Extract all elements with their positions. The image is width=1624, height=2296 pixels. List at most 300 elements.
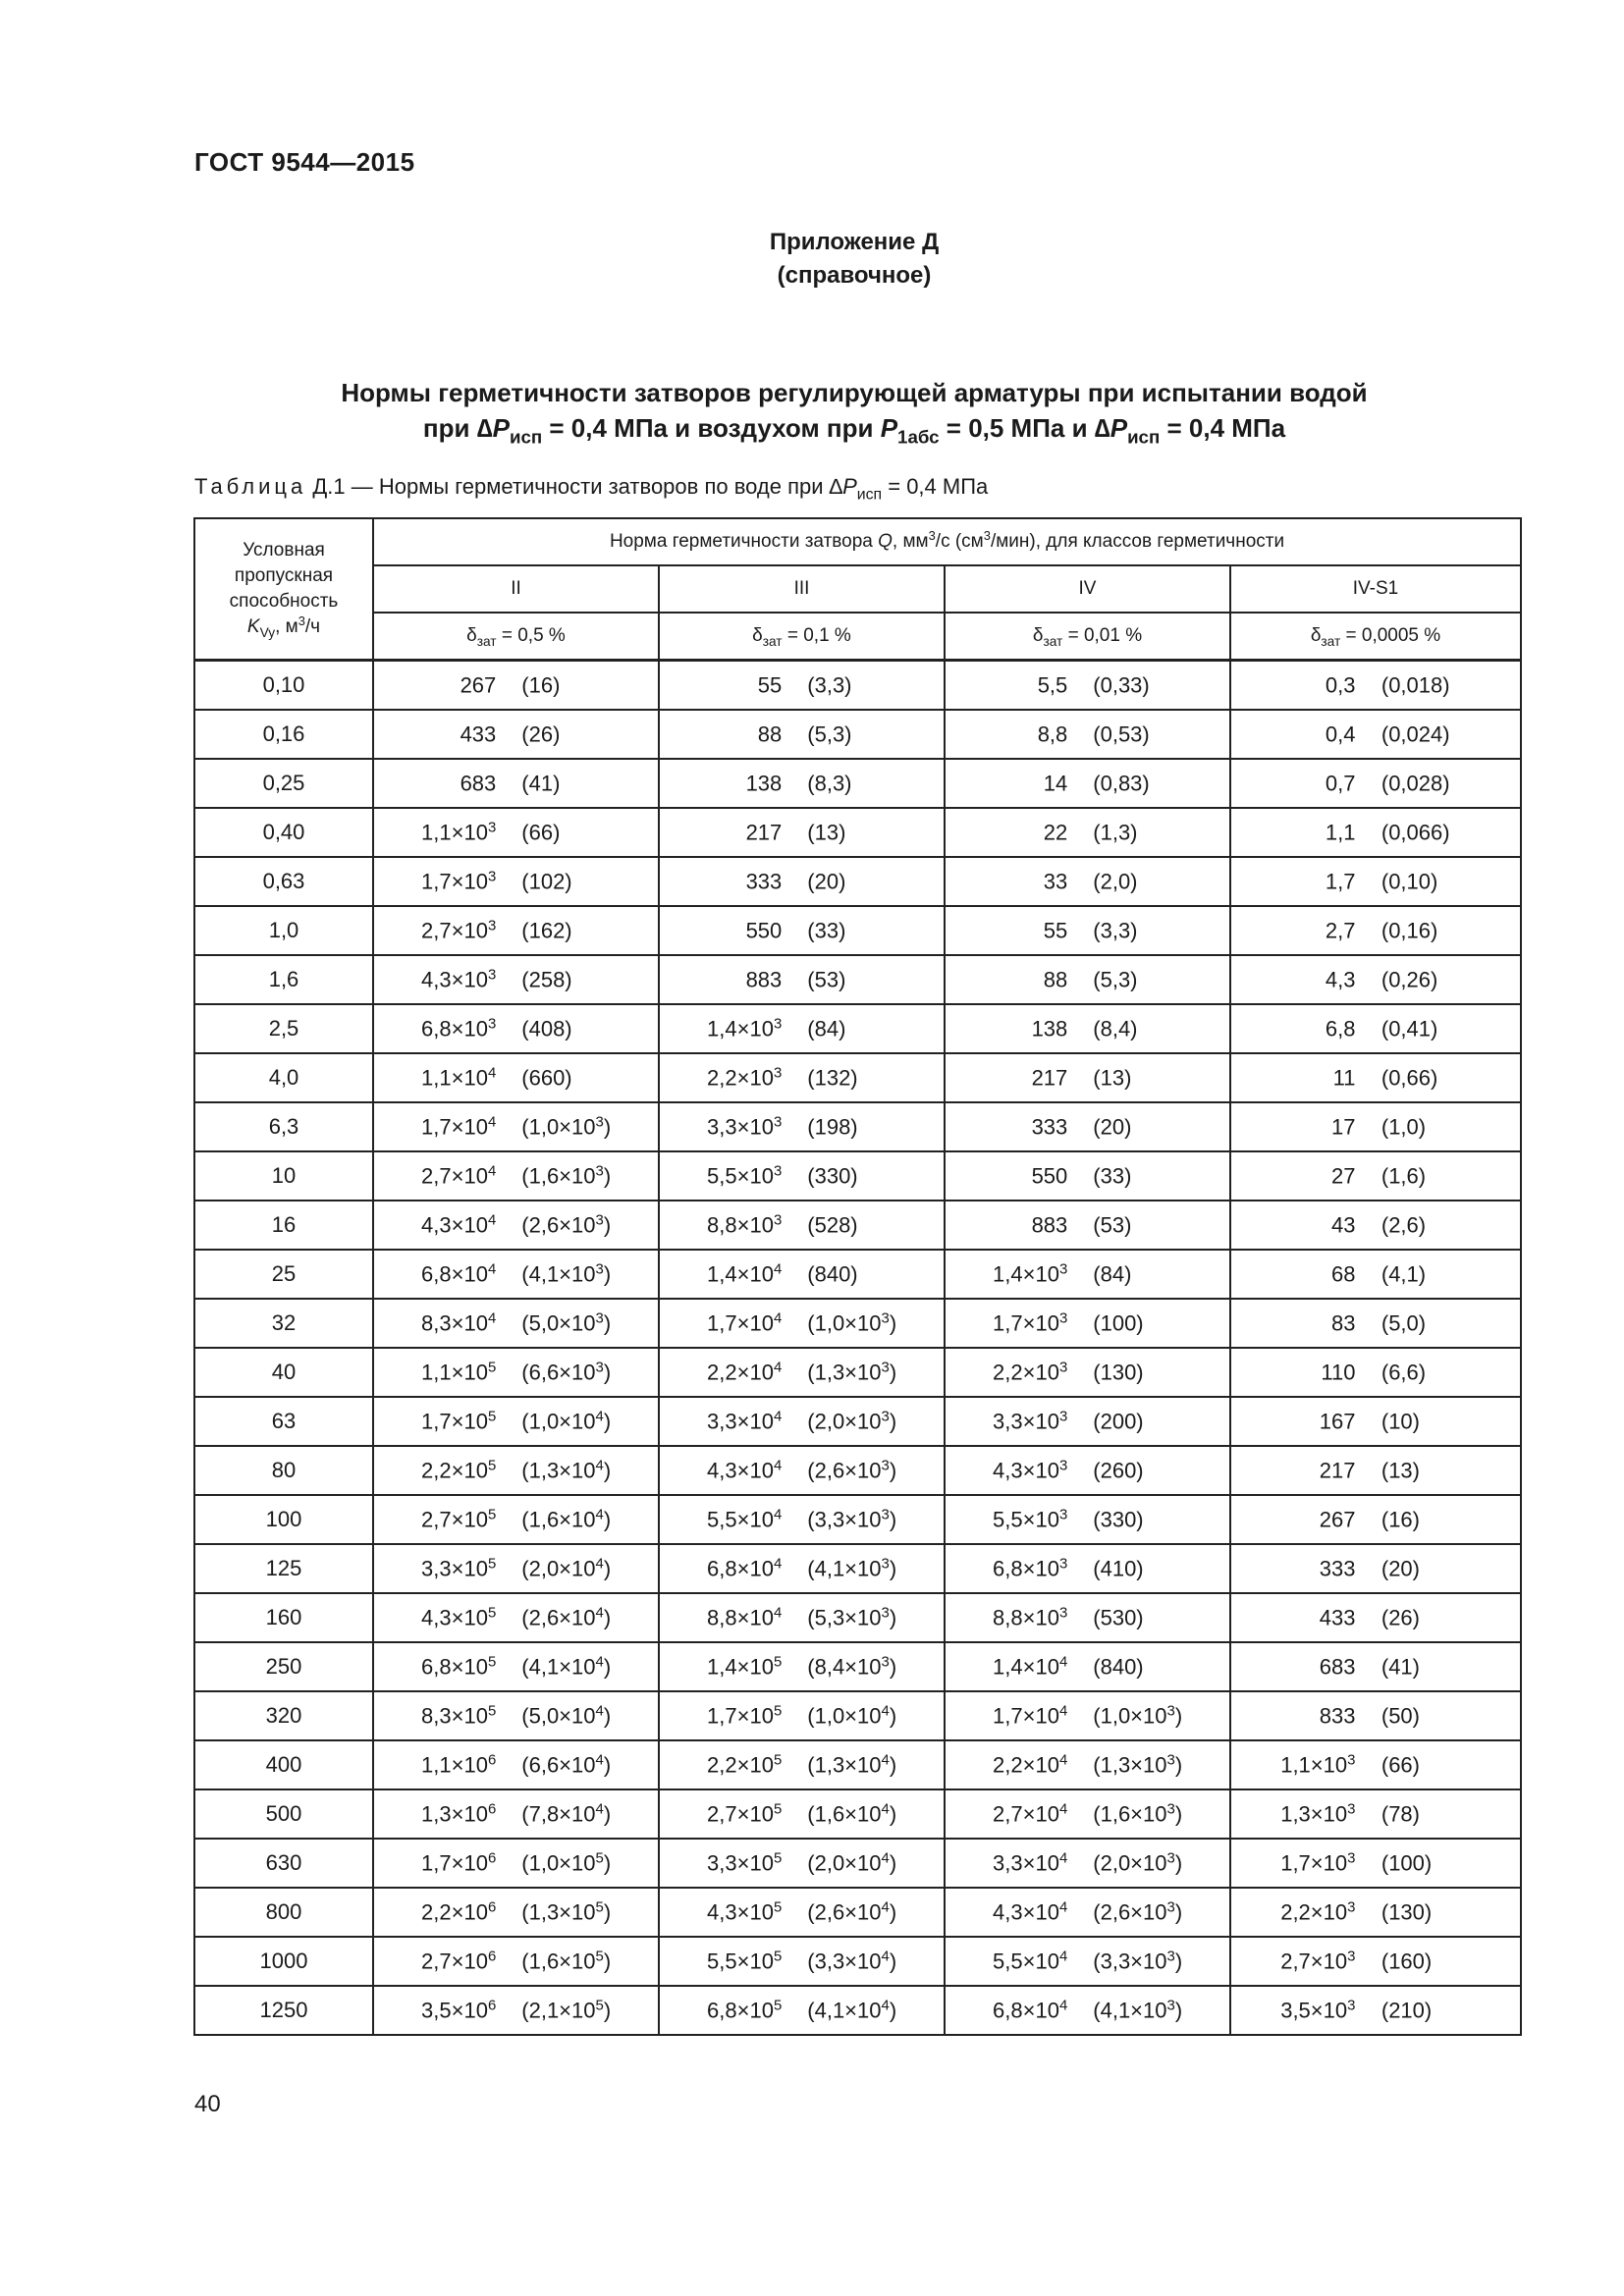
leakage-mm3s: $4,3\times 10^4$: [993, 1898, 1068, 1925]
leakage-mm3s: $3,3\times 10^5$: [707, 1849, 783, 1876]
leakage-mm3s: 0,3: [1325, 672, 1356, 698]
leakage-cell: [1230, 1397, 1521, 1446]
leakage-mm3s: 833: [1319, 1703, 1356, 1729]
leakage-cm3min: (16): [521, 672, 561, 698]
leakage-cm3min: (840): [1093, 1654, 1144, 1680]
leakage-cell: [659, 1151, 945, 1201]
leakage-cell: [945, 1839, 1230, 1888]
leakage-mm3s: $1,1\times 10^4$: [421, 1064, 497, 1091]
flow-capacity-cell: 6,3: [194, 1102, 373, 1151]
flow-capacity-cell: 400: [194, 1740, 373, 1789]
leakage-cm3min: (260): [1093, 1458, 1144, 1483]
leakage-cell: [945, 1151, 1230, 1201]
leakage-mm3s: $1,4\times 10^3$: [993, 1260, 1068, 1287]
leakage-cell: [1230, 1053, 1521, 1102]
leakage-cell: [373, 906, 659, 955]
leakage-cm3min: $(1,3\times 10^3)$: [1093, 1751, 1183, 1778]
leakage-cell: [945, 1299, 1230, 1348]
table-row: [194, 1789, 1521, 1839]
flow-capacity-cell: 0,10: [194, 661, 373, 711]
table-row: [194, 1397, 1521, 1446]
leakage-mm3s: 2,7: [1325, 918, 1356, 943]
leakage-cm3min: (53): [1093, 1212, 1132, 1238]
leakage-cm3min: $(1,0\times 10^3)$: [1093, 1702, 1183, 1729]
leakage-cell: [945, 955, 1230, 1004]
leakage-mm3s: $5,5\times 10^3$: [707, 1162, 783, 1189]
header-class-row: [194, 565, 1521, 613]
leakage-cell: [945, 661, 1230, 711]
leakage-cell: [1230, 710, 1521, 759]
leakage-mm3s: $1,7\times 10^4$: [421, 1113, 497, 1140]
leakage-cm3min: $(1,0\times 10^5)$: [521, 1849, 612, 1876]
leakage-cm3min: (8,3): [807, 771, 852, 796]
leakage-mm3s: 14: [1043, 771, 1068, 796]
flow-capacity-cell: 2,5: [194, 1004, 373, 1053]
leakage-mm3s: 4,3: [1325, 967, 1356, 992]
leakage-cell: [373, 1495, 659, 1544]
leakage-cm3min: $(3,3\times 10^3)$: [1093, 1948, 1183, 1974]
leakage-mm3s: $2,2\times 10^4$: [993, 1751, 1068, 1778]
leakage-norms-table: [193, 517, 1522, 2036]
leakage-cm3min: $(2,6\times 10^3)$: [807, 1457, 897, 1483]
leakage-cell: [373, 661, 659, 711]
leakage-cell: [945, 808, 1230, 857]
leakage-mm3s: $1,1\times 10^5$: [421, 1359, 497, 1385]
leakage-mm3s: 88: [757, 721, 783, 747]
leakage-mm3s: 433: [1319, 1605, 1356, 1630]
flow-capacity-cell: 500: [194, 1789, 373, 1839]
leakage-mm3s: 883: [1031, 1212, 1068, 1238]
leakage-mm3s: 1,1: [1325, 820, 1356, 845]
leakage-mm3s: $1,4\times 10^4$: [993, 1653, 1068, 1680]
leakage-cell: [373, 1789, 659, 1839]
leakage-mm3s: 138: [745, 771, 783, 796]
leakage-cm3min: (66): [521, 820, 561, 845]
leakage-cell: [945, 1986, 1230, 2035]
leakage-cm3min: (198): [807, 1114, 858, 1140]
leakage-cell: [659, 1544, 945, 1593]
leakage-cell: [945, 857, 1230, 906]
leakage-cell: [659, 1986, 945, 2035]
leakage-mm3s: 267: [1319, 1507, 1356, 1532]
header-delta-1: $\delta_{зат} = 0,5$ %: [373, 613, 659, 661]
leakage-mm3s: 22: [1043, 820, 1068, 845]
title-line-2: при $\Delta P_{исп} = 0,4$ МПа и воздухом при $P_{1абс} = 0,5$ МПа и $\Delta P_{исп} = 0,4$ МПа: [422, 413, 1286, 448]
flow-capacity-cell: 16: [194, 1201, 373, 1250]
leakage-mm3s: $1,1\times 10^3$: [421, 819, 497, 845]
leakage-mm3s: $4,3\times 10^3$: [993, 1457, 1068, 1483]
leakage-cm3min: (258): [521, 967, 572, 992]
leakage-mm3s: $8,8\times 10^4$: [707, 1604, 783, 1630]
leakage-cm3min: (330): [807, 1163, 858, 1189]
leakage-mm3s: $6,8\times 10^3$: [993, 1555, 1068, 1581]
leakage-mm3s: 88: [1043, 967, 1068, 992]
leakage-cm3min: (408): [521, 1016, 572, 1041]
appendix-title: [0, 375, 1624, 446]
leakage-cell: [659, 1495, 945, 1544]
leakage-cm3min: (0,024): [1380, 721, 1450, 747]
table-row: [194, 1348, 1521, 1397]
leakage-mm3s: $6,8\times 10^3$: [421, 1015, 497, 1041]
leakage-mm3s: $4,3\times 10^4$: [421, 1211, 497, 1238]
leakage-cell: [373, 1102, 659, 1151]
leakage-cell: [1230, 1937, 1521, 1986]
leakage-cell: [945, 1053, 1230, 1102]
leakage-cm3min: (13): [1380, 1458, 1420, 1483]
leakage-mm3s: $2,2\times 10^5$: [421, 1457, 497, 1483]
leakage-cell: [1230, 1299, 1521, 1348]
leakage-cm3min: $(3,3\times 10^3)$: [807, 1506, 897, 1532]
leakage-mm3s: 27: [1330, 1163, 1356, 1189]
leakage-cell: [659, 1201, 945, 1250]
leakage-cell: [659, 1397, 945, 1446]
table-row: [194, 1888, 1521, 1937]
leakage-mm3s: $2,7\times 10^5$: [707, 1800, 783, 1827]
leakage-mm3s: $2,2\times 10^3$: [993, 1359, 1068, 1385]
table-row: [194, 1986, 1521, 2035]
leakage-mm3s: $4,3\times 10^4$: [707, 1457, 783, 1483]
leakage-mm3s: 5,5: [1037, 672, 1068, 698]
leakage-cell: [659, 906, 945, 955]
flow-capacity-cell: 40: [194, 1348, 373, 1397]
leakage-mm3s: $6,8\times 10^5$: [421, 1653, 497, 1680]
leakage-cell: [1230, 1102, 1521, 1151]
leakage-cell: [945, 1102, 1230, 1151]
leakage-cm3min: (0,33): [1093, 672, 1150, 698]
leakage-cell: [945, 1937, 1230, 1986]
leakage-mm3s: $1,4\times 10^3$: [707, 1015, 783, 1041]
leakage-cell: [659, 1446, 945, 1495]
leakage-cell: [1230, 955, 1521, 1004]
leakage-mm3s: 550: [1031, 1163, 1068, 1189]
appendix-type: (справочное): [777, 262, 932, 289]
leakage-cm3min: (0,10): [1380, 869, 1438, 894]
leakage-cell: [945, 1740, 1230, 1789]
leakage-mm3s: 33: [1043, 869, 1068, 894]
table-caption: Таблица Д.1 — Нормы герметичности затворов по воде при $\Delta P_{исп} = 0,4$ МПа: [194, 474, 989, 504]
flow-capacity-cell: 125: [194, 1544, 373, 1593]
flow-capacity-cell: 0,16: [194, 710, 373, 759]
leakage-cell: [373, 955, 659, 1004]
flow-capacity-cell: 0,25: [194, 759, 373, 808]
leakage-cell: [373, 1593, 659, 1642]
leakage-mm3s: 83: [1330, 1310, 1356, 1336]
leakage-cm3min: (10): [1380, 1409, 1420, 1434]
leakage-cell: [1230, 906, 1521, 955]
leakage-cm3min: (78): [1380, 1801, 1420, 1827]
leakage-cm3min: (1,3): [1093, 820, 1138, 845]
table-row: [194, 1102, 1521, 1151]
leakage-cm3min: (5,3): [1093, 967, 1138, 992]
leakage-cm3min: (20): [1380, 1556, 1420, 1581]
header-class-2: III: [659, 565, 945, 613]
leakage-cm3min: (4,1): [1380, 1261, 1427, 1287]
leakage-cm3min: $(2,6\times 10^4)$: [521, 1604, 612, 1630]
leakage-cell: [373, 1397, 659, 1446]
leakage-cm3min: (102): [521, 869, 572, 894]
flow-capacity-cell: 1000: [194, 1937, 373, 1986]
leakage-cm3min: $(8,4\times 10^3)$: [807, 1653, 897, 1680]
leakage-mm3s: 333: [745, 869, 783, 894]
leakage-mm3s: 883: [745, 967, 783, 992]
appendix-label: Приложение Д: [769, 229, 940, 255]
leakage-mm3s: 0,7: [1325, 771, 1356, 796]
header-class-3: IV: [945, 565, 1230, 613]
leakage-cm3min: (20): [1093, 1114, 1132, 1140]
leakage-mm3s: 1,7: [1325, 869, 1356, 894]
leakage-mm3s: 43: [1330, 1212, 1356, 1238]
table-row: [194, 1691, 1521, 1740]
flow-capacity-cell: 800: [194, 1888, 373, 1937]
leakage-cell: [1230, 1642, 1521, 1691]
leakage-cell: [373, 1986, 659, 2035]
leakage-cell: [659, 1691, 945, 1740]
leakage-mm3s: $3,5\times 10^3$: [1280, 1997, 1356, 2023]
leakage-cell: [659, 1937, 945, 1986]
leakage-cm3min: $(1,3\times 10^4)$: [521, 1457, 612, 1483]
leakage-cell: [945, 1201, 1230, 1250]
leakage-cell: [659, 1053, 945, 1102]
title-line-1: Нормы герметичности затворов регулирующей арматуры при испытании водой: [341, 378, 1368, 407]
leakage-cell: [373, 1642, 659, 1691]
leakage-cell: [945, 1495, 1230, 1544]
leakage-cell: [1230, 808, 1521, 857]
leakage-cell: [945, 1593, 1230, 1642]
flow-capacity-cell: 10: [194, 1151, 373, 1201]
leakage-cell: [659, 759, 945, 808]
leakage-mm3s: $2,7\times 10^3$: [421, 917, 497, 943]
table-row: [194, 1299, 1521, 1348]
leakage-mm3s: $1,7\times 10^5$: [707, 1702, 783, 1729]
leakage-cell: [1230, 1250, 1521, 1299]
leakage-mm3s: 683: [1319, 1654, 1356, 1680]
leakage-mm3s: $2,2\times 10^4$: [707, 1359, 783, 1385]
leakage-cell: [659, 857, 945, 906]
leakage-cm3min: (0,66): [1380, 1065, 1438, 1091]
leakage-cell: [373, 1740, 659, 1789]
leakage-mm3s: $1,7\times 10^5$: [421, 1408, 497, 1434]
leakage-cell: [659, 661, 945, 711]
leakage-cm3min: $(5,3\times 10^3)$: [807, 1604, 897, 1630]
leakage-cell: [945, 1691, 1230, 1740]
leakage-cm3min: (0,83): [1093, 771, 1150, 796]
leakage-cm3min: (41): [1380, 1654, 1420, 1680]
leakage-mm3s: $6,8\times 10^5$: [707, 1997, 783, 2023]
leakage-cm3min: (16): [1380, 1507, 1420, 1532]
flow-capacity-cell: 100: [194, 1495, 373, 1544]
leakage-cell: [945, 1544, 1230, 1593]
flow-capacity-cell: 63: [194, 1397, 373, 1446]
table-row: [194, 1839, 1521, 1888]
leakage-cm3min: (0,26): [1380, 967, 1438, 992]
leakage-cm3min: $(1,6\times 10^4)$: [807, 1800, 897, 1827]
leakage-cell: [1230, 1544, 1521, 1593]
leakage-mm3s: 11: [1332, 1065, 1356, 1091]
leakage-cm3min: (0,018): [1380, 672, 1450, 698]
leakage-cell: [1230, 1151, 1521, 1201]
leakage-mm3s: $5,5\times 10^5$: [707, 1948, 783, 1974]
leakage-cell: [373, 1201, 659, 1250]
leakage-mm3s: $2,7\times 10^4$: [993, 1800, 1068, 1827]
leakage-mm3s: $1,7\times 10^3$: [1280, 1849, 1356, 1876]
leakage-cell: [945, 759, 1230, 808]
leakage-cm3min: $(1,3\times 10^5)$: [521, 1898, 612, 1925]
leakage-cm3min: (3,3): [1093, 918, 1138, 943]
leakage-mm3s: $5,5\times 10^4$: [707, 1506, 783, 1532]
leakage-mm3s: 217: [1031, 1065, 1068, 1091]
leakage-cell: [659, 1299, 945, 1348]
leakage-cell: [373, 1348, 659, 1397]
leakage-cm3min: (2,0): [1093, 869, 1138, 894]
leakage-cm3min: (410): [1093, 1556, 1144, 1581]
leakage-cell: [1230, 1593, 1521, 1642]
leakage-mm3s: 138: [1031, 1016, 1068, 1041]
table-row: [194, 1201, 1521, 1250]
leakage-mm3s: $6,8\times 10^4$: [421, 1260, 497, 1287]
leakage-cell: [373, 759, 659, 808]
leakage-mm3s: $6,8\times 10^4$: [993, 1997, 1068, 2023]
leakage-mm3s: $5,5\times 10^4$: [993, 1948, 1068, 1974]
flow-capacity-cell: 1,6: [194, 955, 373, 1004]
table-row: [194, 1642, 1521, 1691]
leakage-mm3s: $3,3\times 10^5$: [421, 1555, 497, 1581]
leakage-cell: [373, 1299, 659, 1348]
leakage-mm3s: 8,8: [1037, 721, 1068, 747]
table-row: [194, 1053, 1521, 1102]
leakage-cell: [659, 1102, 945, 1151]
table-body: [194, 661, 1521, 2036]
leakage-cm3min: (13): [1093, 1065, 1132, 1091]
leakage-cell: [659, 1642, 945, 1691]
leakage-cm3min: (1,6): [1380, 1163, 1427, 1189]
leakage-cm3min: (0,028): [1380, 771, 1450, 796]
leakage-cm3min: (33): [807, 918, 846, 943]
leakage-cm3min: (530): [1093, 1605, 1144, 1630]
leakage-cell: [1230, 1495, 1521, 1544]
leakage-mm3s: $1,1\times 10^6$: [421, 1751, 497, 1778]
leakage-cm3min: (33): [1093, 1163, 1132, 1189]
leakage-mm3s: $3,3\times 10^3$: [993, 1408, 1068, 1434]
leakage-cm3min: $(2,6\times 10^4)$: [807, 1898, 897, 1925]
flow-capacity-cell: 250: [194, 1642, 373, 1691]
leakage-cm3min: (0,16): [1380, 918, 1438, 943]
header-class-4: IV-S1: [1230, 565, 1521, 613]
table-row: [194, 1446, 1521, 1495]
header-delta-4: $\delta_{зат} = 0,0005$ %: [1230, 613, 1521, 661]
leakage-cell: [945, 1789, 1230, 1839]
leakage-mm3s: $2,7\times 10^4$: [421, 1162, 497, 1189]
leakage-cell: [1230, 857, 1521, 906]
leakage-mm3s: 683: [460, 771, 497, 796]
leakage-mm3s: 333: [1319, 1556, 1356, 1581]
appendix-heading: [0, 226, 1624, 293]
flow-capacity-cell: 1,0: [194, 906, 373, 955]
leakage-cell: [945, 1888, 1230, 1937]
leakage-cell: [1230, 1004, 1521, 1053]
header-class-1: II: [373, 565, 659, 613]
table-row: [194, 759, 1521, 808]
leakage-cm3min: (528): [807, 1212, 858, 1238]
leakage-mm3s: $3,3\times 10^3$: [707, 1113, 783, 1140]
table-row: [194, 661, 1521, 711]
leakage-mm3s: $3,3\times 10^4$: [993, 1849, 1068, 1876]
leakage-cm3min: $(5,0\times 10^4)$: [521, 1702, 612, 1729]
table-row: [194, 955, 1521, 1004]
leakage-cm3min: $(1,6\times 10^3)$: [1093, 1800, 1183, 1827]
leakage-cm3min: $(2,6\times 10^3)$: [1093, 1898, 1183, 1925]
leakage-cell: [659, 1004, 945, 1053]
leakage-cell: [659, 808, 945, 857]
leakage-cm3min: $(1,0\times 10^3)$: [521, 1113, 612, 1140]
leakage-cm3min: (53): [807, 967, 846, 992]
leakage-cm3min: (41): [521, 771, 561, 796]
leakage-mm3s: $6,8\times 10^4$: [707, 1555, 783, 1581]
leakage-cell: [373, 1544, 659, 1593]
flow-capacity-cell: 0,40: [194, 808, 373, 857]
leakage-mm3s: 55: [757, 672, 783, 698]
leakage-cm3min: $(1,0\times 10^4)$: [521, 1408, 612, 1434]
leakage-cell: [659, 1740, 945, 1789]
leakage-cm3min: (160): [1380, 1949, 1433, 1974]
leakage-mm3s: $4,3\times 10^5$: [421, 1604, 497, 1630]
page-number: 40: [194, 2091, 221, 2117]
leakage-mm3s: $8,3\times 10^4$: [421, 1309, 497, 1336]
leakage-mm3s: 433: [460, 721, 497, 747]
leakage-mm3s: 167: [1319, 1409, 1356, 1434]
leakage-mm3s: $1,4\times 10^4$: [707, 1260, 783, 1287]
leakage-cell: [945, 1397, 1230, 1446]
header-delta-row: [194, 613, 1521, 661]
leakage-cm3min: (13): [807, 820, 846, 845]
leakage-cm3min: $(2,0\times 10^4)$: [521, 1555, 612, 1581]
leakage-cell: [373, 1937, 659, 1986]
leakage-cell: [1230, 1839, 1521, 1888]
leakage-mm3s: $5,5\times 10^3$: [993, 1506, 1068, 1532]
leakage-cm3min: $(4,1\times 10^3)$: [807, 1555, 897, 1581]
leakage-mm3s: $2,2\times 10^5$: [707, 1751, 783, 1778]
leakage-mm3s: 550: [745, 918, 783, 943]
leakage-cm3min: (5,3): [807, 721, 852, 747]
flow-capacity-cell: 80: [194, 1446, 373, 1495]
leakage-mm3s: $2,2\times 10^3$: [707, 1064, 783, 1091]
leakage-cm3min: (0,53): [1093, 721, 1150, 747]
leakage-cell: [659, 1593, 945, 1642]
leakage-cell: [1230, 1348, 1521, 1397]
leakage-mm3s: $2,7\times 10^5$: [421, 1506, 497, 1532]
leakage-cm3min: $(5,0\times 10^3)$: [521, 1309, 612, 1336]
leakage-cm3min: $(6,6\times 10^4)$: [521, 1751, 612, 1778]
leakage-cm3min: (1,0): [1380, 1114, 1427, 1140]
leakage-cm3min: $(3,3\times 10^4)$: [807, 1948, 897, 1974]
leakage-cm3min: (200): [1093, 1409, 1144, 1434]
leakage-cell: [373, 1250, 659, 1299]
table-row: [194, 1740, 1521, 1789]
header-leakage-norm: Норма герметичности затвора Q, $мм^3/с$ $(см^3/мин)$, для классов герметичности: [373, 518, 1521, 565]
leakage-cell: [1230, 1740, 1521, 1789]
leakage-mm3s: $1,4\times 10^5$: [707, 1653, 783, 1680]
table-row: [194, 906, 1521, 955]
leakage-cm3min: $(1,0\times 10^4)$: [807, 1702, 897, 1729]
leakage-cell: [1230, 759, 1521, 808]
flow-capacity-cell: 4,0: [194, 1053, 373, 1102]
leakage-cell: [945, 1250, 1230, 1299]
flow-capacity-cell: 1250: [194, 1986, 373, 2035]
table-row: [194, 1004, 1521, 1053]
leakage-cell: [373, 1691, 659, 1740]
leakage-mm3s: $1,7\times 10^4$: [993, 1702, 1068, 1729]
leakage-cm3min: (26): [521, 721, 561, 747]
leakage-mm3s: 267: [460, 672, 497, 698]
